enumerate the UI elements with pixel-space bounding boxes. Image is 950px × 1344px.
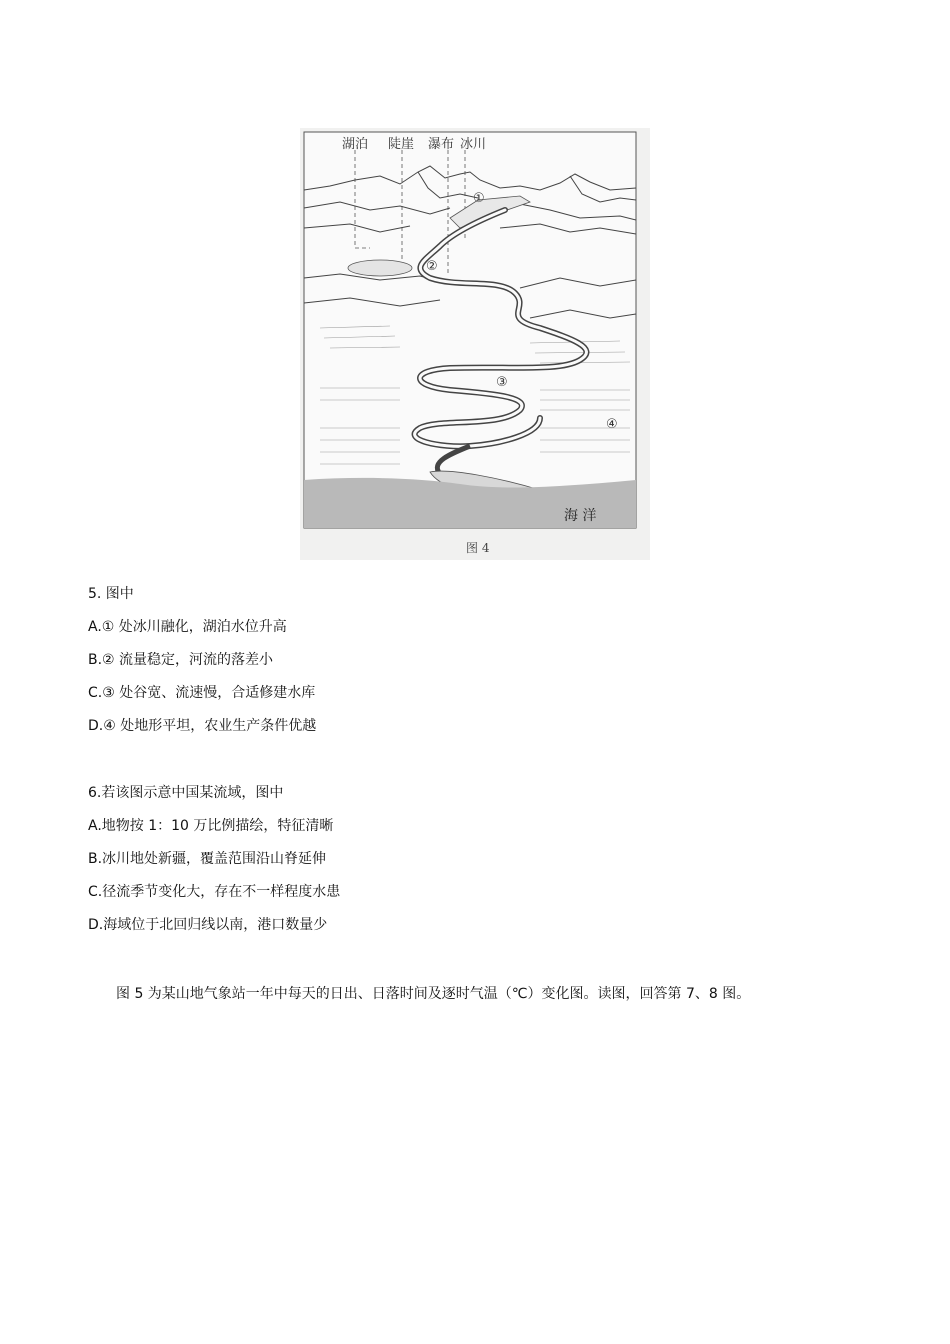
label-glacier: 冰川 bbox=[460, 137, 487, 152]
marker-3: ③ bbox=[496, 375, 508, 390]
question-5-option-d: D.④ 处地形平坦，农业生产条件优越 bbox=[88, 718, 317, 734]
label-lake: 湖泊 bbox=[342, 137, 369, 152]
question-5-option-c: C.③ 处谷宽、流速慢，合适修建水库 bbox=[88, 685, 316, 701]
question-5-stem: 5. 图中 bbox=[88, 586, 134, 602]
question-6-option-b: B.冰川地处新疆，覆盖范围沿山脊延伸 bbox=[88, 851, 327, 867]
label-cliff: 陡崖 bbox=[388, 137, 415, 152]
marker-4: ④ bbox=[606, 417, 618, 432]
sea-label: 海 洋 bbox=[564, 508, 597, 524]
figure-5-intro: 图 5 为某山地气象站一年中每天的日出、日落时间及逐时气温（℃）变化图。读图，回答第 7、8 图。 bbox=[116, 986, 751, 1002]
question-6-option-a: A.地物按 1：10 万比例描绘，特征清晰 bbox=[88, 818, 334, 834]
question-5-option-b: B.② 流量稳定，河流的落差小 bbox=[88, 652, 274, 668]
question-6-option-c: C.径流季节变化大，存在不一样程度水患 bbox=[88, 884, 341, 900]
figure-caption: 图 4 bbox=[466, 541, 490, 555]
question-6-stem: 6.若该图示意中国某流域，图中 bbox=[88, 785, 284, 801]
question-6-option-d: D.海域位于北回归线以南，港口数量少 bbox=[88, 917, 328, 933]
marker-2: ② bbox=[426, 259, 438, 274]
river-basin-illustration bbox=[300, 128, 650, 560]
lake-shape bbox=[348, 260, 412, 276]
figure-4 bbox=[300, 128, 650, 560]
question-5-option-a: A.① 处冰川融化，湖泊水位升高 bbox=[88, 619, 287, 635]
label-waterfall: 瀑布 bbox=[428, 137, 455, 152]
marker-1: ① bbox=[473, 191, 485, 206]
